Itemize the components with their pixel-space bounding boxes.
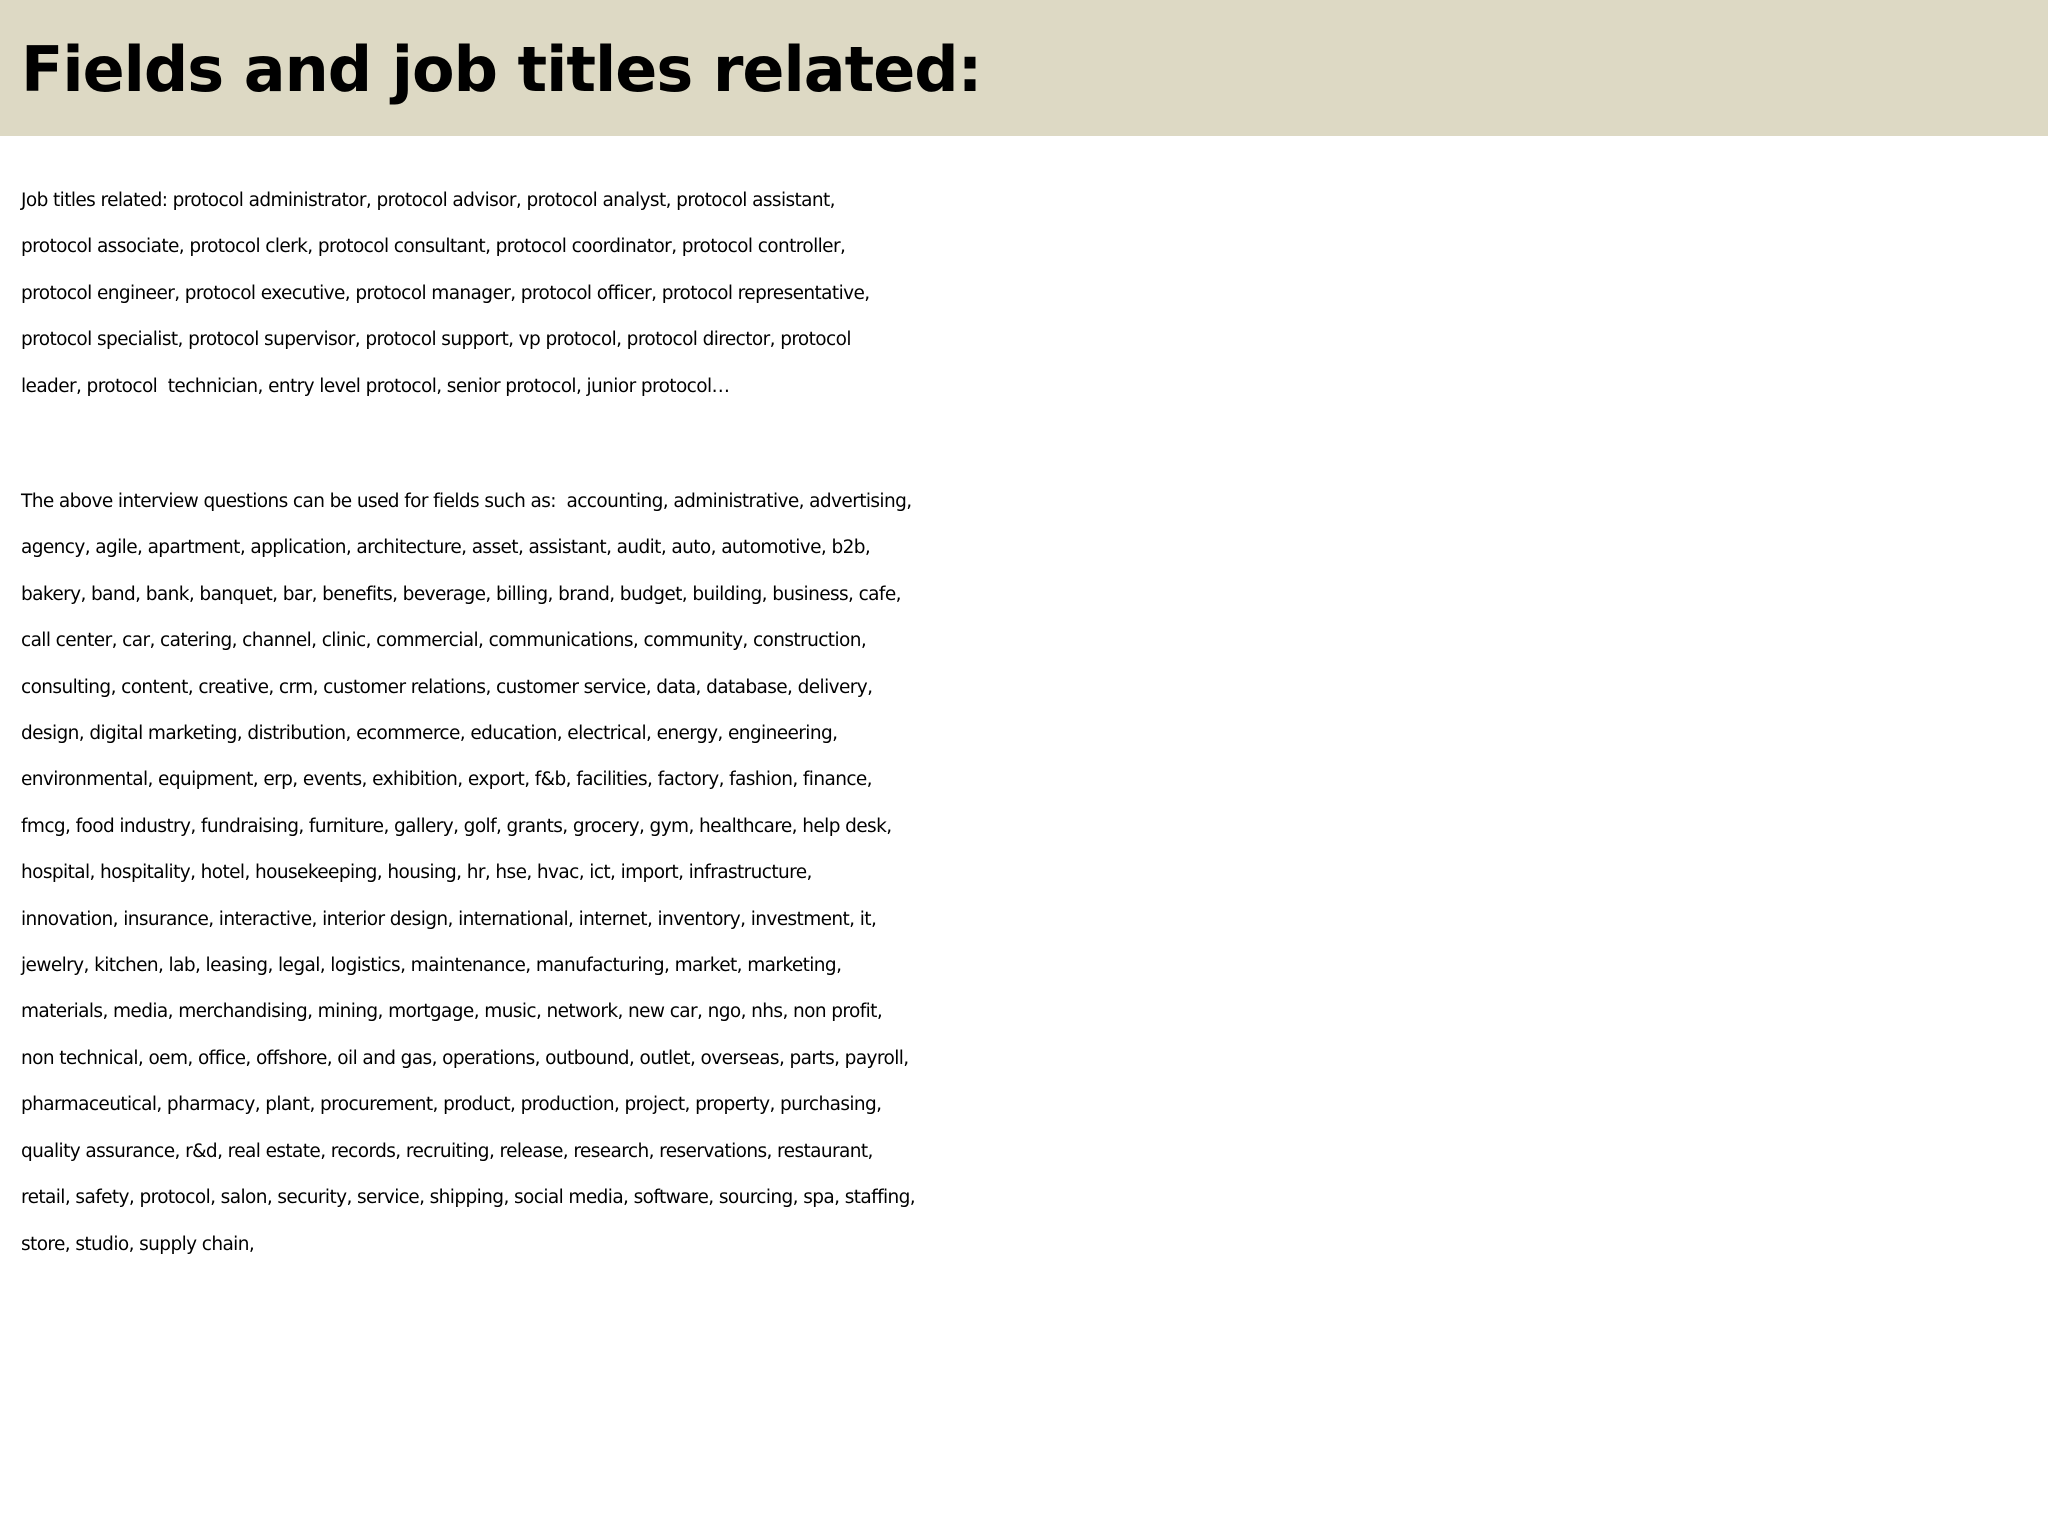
text-line: agency, agile, apartment, application, architecture, asset, assistant, audit, auto, automotive, b2b, (21, 537, 871, 559)
slide-title: Fields and job titles related: (21, 33, 982, 106)
text-line: hospital, hospitality, hotel, housekeeping, housing, hr, hse, hvac, ict, import, infrastructure, (21, 862, 812, 884)
fields-paragraph (21, 479, 2031, 1268)
text-line: protocol associate, protocol clerk, protocol consultant, protocol coordinator, protocol controller, (21, 236, 846, 258)
text-line: environmental, equipment, erp, events, exhibition, export, f&b, facilities, factory, fashion, finance, (21, 769, 872, 791)
text-line: The above interview questions can be used for fields such as: accounting, administrative, advertising, (21, 491, 912, 512)
text-line: call center, car, catering, channel, clinic, commercial, communications, community, construction, (21, 630, 867, 652)
text-line: Job titles related: protocol administrator, protocol advisor, protocol analyst, protocol assistant, (21, 190, 835, 211)
text-line: quality assurance, r&d, real estate, records, recruiting, release, research, reservations, restaurant, (21, 1140, 873, 1162)
text-line: pharmaceutical, pharmacy, plant, procurement, product, production, project, property, purchasing, (21, 1094, 882, 1116)
text-line: protocol specialist, protocol supervisor, protocol support, vp protocol, protocol director, protocol (21, 329, 851, 351)
text-line: protocol engineer, protocol executive, protocol manager, protocol officer, protocol representative, (21, 282, 870, 304)
text-line: leader, protocol technician, entry level protocol, senior protocol, junior protocol… (21, 375, 730, 397)
text-line: non technical, oem, office, offshore, oil and gas, operations, outbound, outlet, overseas, parts, payroll, (21, 1047, 909, 1069)
text-line: consulting, content, creative, crm, customer relations, customer service, data, database, delivery, (21, 676, 873, 698)
title-bar (0, 0, 2048, 136)
text-line: store, studio, supply chain, (21, 1233, 255, 1255)
job-titles-paragraph (21, 178, 2031, 410)
text-line: innovation, insurance, interactive, interior design, international, internet, inventory, investment, it, (21, 908, 877, 930)
text-line: jewelry, kitchen, lab, leasing, legal, logistics, maintenance, manufacturing, market, marketing, (21, 955, 842, 977)
text-line: materials, media, merchandising, mining, mortgage, music, network, new car, ngo, nhs, non profit, (21, 1001, 883, 1023)
text-line: design, digital marketing, distribution, ecommerce, education, electrical, energy, engineering, (21, 723, 838, 745)
text-line: fmcg, food industry, fundraising, furniture, gallery, golf, grants, grocery, gym, healthcare, help desk, (21, 815, 892, 837)
text-line: bakery, band, bank, banquet, bar, benefits, beverage, billing, brand, budget, building, business, cafe, (21, 583, 901, 605)
text-line: retail, safety, protocol, salon, security, service, shipping, social media, software, sourcing, spa, staffing, (21, 1187, 916, 1209)
